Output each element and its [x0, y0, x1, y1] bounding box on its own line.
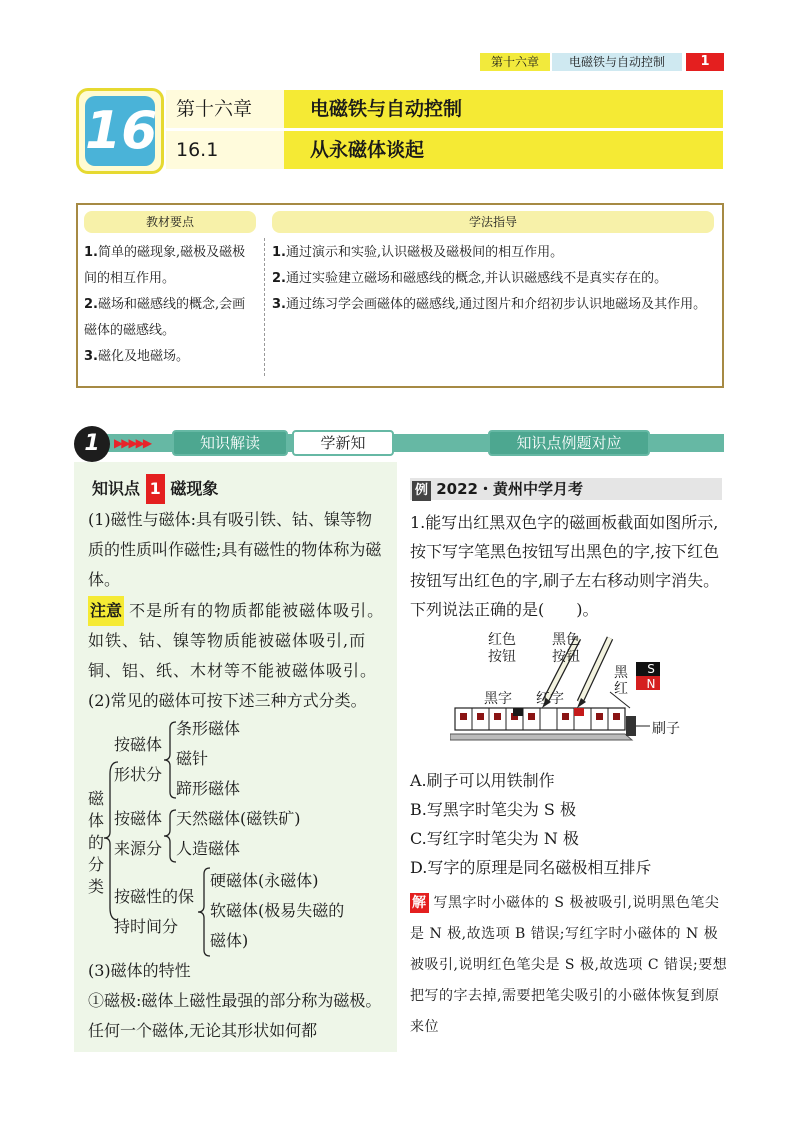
section-label: 16.1 — [176, 139, 219, 161]
option-c: C.写红字时笔尖为 N 极 — [410, 829, 579, 848]
example-solution: 解 写黑字时小磁体的 S 极被吸引,说明黑色笔尖是 N 极,故选项 B 错误;写红字时小磁体的 N 极被吸引,说明红色笔尖是 S 极,故选项 C 错误;要想把写的字去掉,需要把笔尖吸引的小磁体恢复到原来位 — [410, 895, 728, 1035]
tree-leaf: 硬磁体(永磁体) — [210, 871, 319, 890]
tree-g3-label1: 按磁性的保 — [114, 887, 195, 906]
option-d: D.写字的原理是同名磁极相互排斥 — [410, 858, 652, 877]
objectives-left-heading: 教材要点 — [84, 211, 256, 233]
figure-legend-black: 黑 — [614, 665, 628, 681]
tree-g1-label1: 按磁体 — [114, 735, 163, 754]
section-number: 1 — [74, 426, 110, 462]
example-heading: 例 2022・黄州中学月考 — [412, 479, 583, 501]
figure-pole-s: S — [647, 662, 655, 676]
figure-legend-red: 红 — [614, 681, 628, 697]
tree-leaf: 天然磁体(磁铁矿) — [176, 809, 301, 828]
example-options — [410, 766, 728, 882]
note-paragraph: 注意 不是所有的物质都能被磁体吸引。如铁、钴、镍等物质能被磁体吸引,而铜、铝、纸、木材等不能被磁体吸引。 — [88, 596, 388, 686]
tree-leaf: 软磁体(极易失磁的 — [210, 901, 345, 920]
tree-leaf: 条形磁体 — [176, 719, 241, 738]
classification-intro: (2)常见的磁体可按下述三种方式分类。 — [88, 691, 367, 710]
chapter-number: 16 — [85, 96, 155, 166]
page-number: 1 — [686, 53, 724, 71]
example-tag: 例 — [412, 481, 431, 501]
figure-pole-n: N — [646, 677, 656, 691]
tree-g3-label2: 持时间分 — [114, 917, 179, 936]
list-item: 2.磁场和磁感线的概念,会画磁体的磁感线。 — [84, 297, 246, 338]
solution-tag: 解 — [412, 895, 427, 911]
figure-label-red-button: 红色 按钮 — [488, 632, 516, 665]
section-arrows: ▶▶▶▶▶ — [114, 436, 151, 450]
objectives-right-list — [272, 240, 718, 318]
figure-label-black-button: 黑色 按钮 — [552, 632, 580, 665]
list-item: 3.通过练习学会画磁体的磁感线,通过图片和介绍初步认识地磁场及其作用。 — [272, 297, 707, 312]
figure-label-red-char: 红字 — [536, 691, 564, 707]
tab-examples: 知识点例题对应 — [488, 430, 650, 456]
tree-g2-label2: 来源分 — [114, 839, 163, 858]
list-item: 2.通过实验建立磁场和磁感线的概念,并认识磁感线不是真实存在的。 — [272, 271, 668, 286]
objectives-right-heading: 学法指导 — [272, 211, 714, 233]
tree-leaf: 人造磁体 — [176, 839, 241, 858]
tab-learn: 学新知 — [292, 430, 394, 456]
note-tag: 注意 — [88, 596, 124, 626]
list-item: 1.通过演示和实验,认识磁极及磁极间的相互作用。 — [272, 245, 564, 260]
objectives-divider — [264, 238, 265, 376]
tree-root: 磁体的分类 — [88, 789, 105, 896]
tree-leaf: 蹄形磁体 — [176, 779, 241, 798]
chapter-title: 电磁铁与自动控制 — [310, 98, 463, 120]
running-header-chapter: 第十六章 — [480, 53, 550, 71]
list-item: 1.简单的磁现象,磁极及磁极间的相互作用。 — [84, 245, 246, 286]
magnetic-pole-text: ①磁极:磁体上磁性最强的部分称为磁极。任何一个磁体,无论其形状如何都 — [88, 991, 382, 1040]
classification-tree — [88, 714, 388, 964]
magnet-definition: (1)磁性与磁体:具有吸引铁、钴、镍等物质的性质叫作磁性;具有磁性的物体称为磁体。 — [88, 510, 382, 589]
section-title: 从永磁体谈起 — [310, 139, 425, 161]
tree-leaf: 磁针 — [176, 749, 209, 768]
list-item: 3.磁化及地磁场。 — [84, 349, 189, 364]
figure-label-brush: 刷子 — [652, 721, 680, 737]
magnet-properties-heading: (3)磁体的特性 — [88, 961, 191, 980]
option-a: A.刷子可以用铁制作 — [410, 771, 555, 790]
option-b: B.写黑字时笔尖为 S 极 — [410, 800, 576, 819]
figure-label-black-char: 黑字 — [484, 691, 512, 707]
knowledge-point-heading: 知识点 1 磁现象 — [92, 474, 218, 504]
tree-g2-label1: 按磁体 — [114, 809, 163, 828]
chapter-label: 第十六章 — [176, 98, 253, 120]
tree-leaf: 磁体) — [210, 931, 249, 950]
objectives-left-list — [84, 240, 258, 370]
tree-g1-label2: 形状分 — [114, 765, 163, 784]
tab-knowledge: 知识解读 — [172, 430, 288, 456]
running-header-topic: 电磁铁与自动控制 — [552, 53, 682, 71]
example-question: 1.能写出红黑双色字的磁画板截面如图所示,按下写字笔黑色按钮写出黑色的字,按下红色按钮写出红色的字,刷子左右移动则字消失。下列说法正确的是( )。 — [410, 513, 720, 619]
